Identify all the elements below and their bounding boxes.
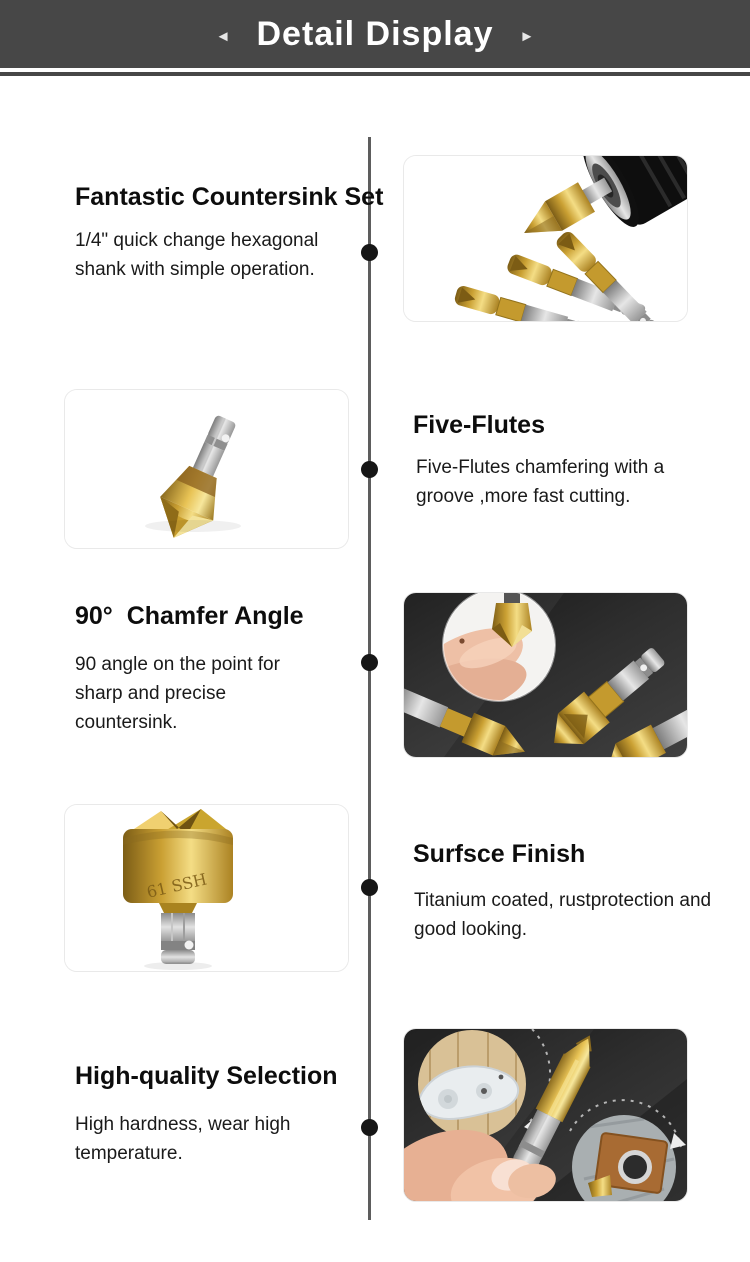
- header-underline: [0, 72, 750, 76]
- section-heading-high-quality: High-quality Selection: [75, 1062, 338, 1090]
- timeline-dot: [361, 879, 378, 896]
- page-title: Detail Display: [256, 14, 494, 53]
- engraving-label: 61 SSH: [144, 869, 209, 902]
- section-body-countersink-set: 1/4" quick change hexagonal shank with simple operation.: [75, 230, 319, 280]
- section-heading-five-flutes: Five-Flutes: [413, 411, 545, 439]
- product-image-bit-engraved: [64, 804, 349, 972]
- section-heading-countersink-set: Fantastic Countersink Set: [75, 183, 384, 211]
- product-image-chuck-with-bits: [403, 155, 688, 322]
- chuck-with-bits-illustration: [404, 156, 687, 321]
- timeline-dot: [361, 1119, 378, 1136]
- section-body-five-flutes: Five-Flutes chamfering with a groove ,more fast cutting.: [416, 457, 665, 507]
- single-bit-illustration: [65, 390, 348, 548]
- timeline-dot: [361, 244, 378, 261]
- product-image-hand-with-insets: [403, 1028, 688, 1202]
- product-image-bits-with-finger-inset: [403, 592, 688, 758]
- timeline-dot: [361, 461, 378, 478]
- product-image-single-bit: [64, 389, 349, 549]
- section-body-chamfer-angle: 90 angle on the point for sharp and precise countersink.: [75, 654, 280, 733]
- left-arrow-icon: ◄: [215, 27, 231, 45]
- header-banner: [0, 0, 750, 68]
- section-body-surface-finish: Titanium coated, rustprotection and good looking.: [414, 890, 712, 940]
- timeline-dot: [361, 654, 378, 671]
- hand-with-insets-illustration: [404, 1029, 687, 1201]
- right-arrow-icon: ►: [519, 27, 535, 45]
- timeline-line: [368, 137, 371, 1220]
- engraved-bit-illustration: [65, 805, 348, 971]
- bits-with-finger-inset-illustration: [404, 593, 687, 757]
- section-body-high-quality: High hardness, wear high temperature.: [75, 1114, 291, 1164]
- section-heading-surface-finish: Surfsce Finish: [413, 840, 586, 868]
- section-heading-chamfer-angle: 90° Chamfer Angle: [75, 602, 304, 630]
